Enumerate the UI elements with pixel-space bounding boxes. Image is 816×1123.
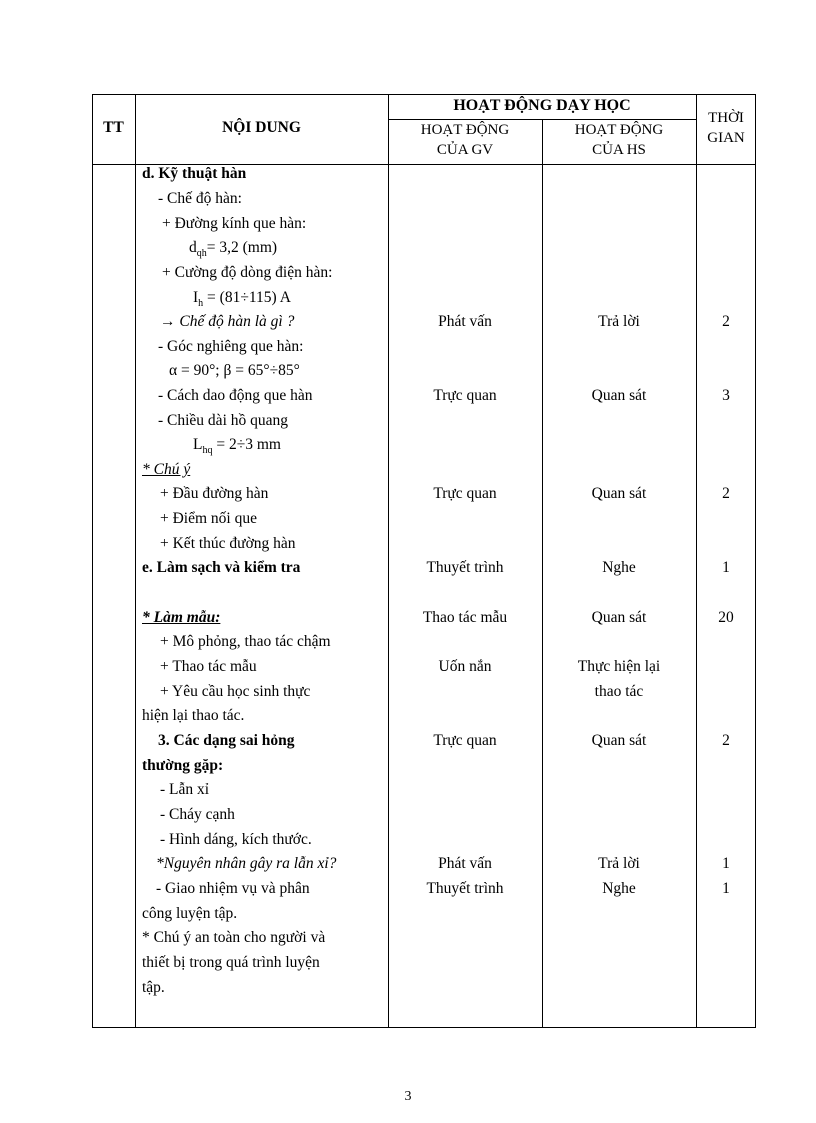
time-value: 2 [722,732,730,749]
content-line: thiết bị trong quá trình luyện [142,954,320,971]
content-line-angles: α = 90°; β = 65°÷85° [169,362,300,379]
header-subdivider [388,119,696,120]
content-line: hiện lại thao tác. [142,707,245,724]
content-line: công luyện tập. [142,905,238,922]
content-line: * Chú ý an toàn cho người và [142,929,326,946]
gv-activity: Thao tác mẫu [422,609,508,626]
header-gv-line1: HOẠT ĐỘNG [420,122,510,138]
content-line: - Lẫn xỉ [160,781,210,798]
time-value: 1 [722,855,730,872]
content-line: - Giao nhiệm vụ và phân [156,880,310,897]
content-line-current: $I_h = (81\div 115)$ A [193,289,291,309]
hs-activity: Nghe [602,559,636,576]
content-line: - Chế độ hàn: [158,190,242,207]
content-line: thường gặp: [142,757,224,774]
gv-activity: Phát vấn [438,855,492,872]
content-line: + Đầu đường hàn [160,485,269,502]
hs-activity: thao tác [594,683,644,700]
content-line: - Cách dao động que hàn [158,387,313,404]
content-line: tập. [142,979,165,996]
content-line-arc-length: $L_{hq} = 2\div 3$ mm [193,436,281,456]
gv-activity: Thuyết trình [426,880,504,897]
time-value: 1 [722,880,730,897]
time-value: 1 [722,559,730,576]
content-line: + Đường kính que hàn: [162,215,307,232]
header-time-line1: THỜI [708,110,744,126]
content-line: - Hình dáng, kích thước. [160,831,312,848]
gv-activity: Trực quan [433,732,497,749]
content-line: + Kết thúc đường hàn [160,535,296,552]
header-gv-line2: CỦA GV [436,142,494,158]
header-hoat-dong-day-hoc: HOẠT ĐỘNG DẠY HỌC [453,97,631,114]
content-line: d. Kỹ thuật hàn [142,165,247,182]
time-value: 2 [722,313,730,330]
hs-activity: Quan sát [591,609,647,626]
gv-activity: Thuyết trình [426,559,504,576]
hs-activity: Thực hiện lại [577,658,661,675]
header-tt: TT [103,119,124,136]
time-value: 3 [722,387,730,404]
content-line: + Điểm nối que [160,510,257,527]
content-line-diameter: $d_{qh}= 3,2$ (mm) [189,239,278,259]
header-hs-line2: CỦA HS [592,142,646,158]
gv-activity: Phát vấn [438,313,492,330]
header-hs-line1: HOẠT ĐỘNG [574,122,664,138]
content-line-question: *Nguyên nhân gây ra lẫn xỉ? [156,855,337,872]
hs-activity: Trả lời [598,313,640,330]
content-line: 3. Các dạng sai hỏng [158,732,295,749]
gv-activity: Trực quan [433,485,497,502]
content-line: e. Làm sạch và kiểm tra [142,559,301,576]
page-number: 3 [404,1089,412,1104]
hs-activity: Quan sát [591,485,647,502]
content-line: + Cường độ dòng điện hàn: [162,264,333,281]
gv-activity: Trực quan [433,387,497,404]
content-line: - Chiều dài hồ quang [158,412,289,429]
content-line: - Cháy cạnh [160,806,235,823]
header-time-line2: GIAN [707,130,745,146]
content-line-demo: * Làm mẫu: [142,609,221,626]
content-line-question: → Chế độ hàn là gì ? [160,313,295,330]
column-divider-tt [135,94,136,1028]
time-value: 20 [718,609,734,626]
hs-activity: Quan sát [591,732,647,749]
hs-activity: Quan sát [591,387,647,404]
hs-activity: Nghe [602,880,636,897]
content-line: + Mô phỏng, thao tác chậm [160,633,331,650]
gv-activity: Uốn nắn [438,658,492,675]
content-line: - Góc nghiêng que hàn: [158,338,304,355]
content-line-note: * Chú ý [142,461,191,478]
header-noi-dung: NỘI DUNG [222,119,301,136]
content-line: + Thao tác mẫu [160,658,257,675]
time-value: 2 [722,485,730,502]
content-line: + Yêu cầu học sinh thực [160,683,311,700]
hs-activity: Trả lời [598,855,640,872]
